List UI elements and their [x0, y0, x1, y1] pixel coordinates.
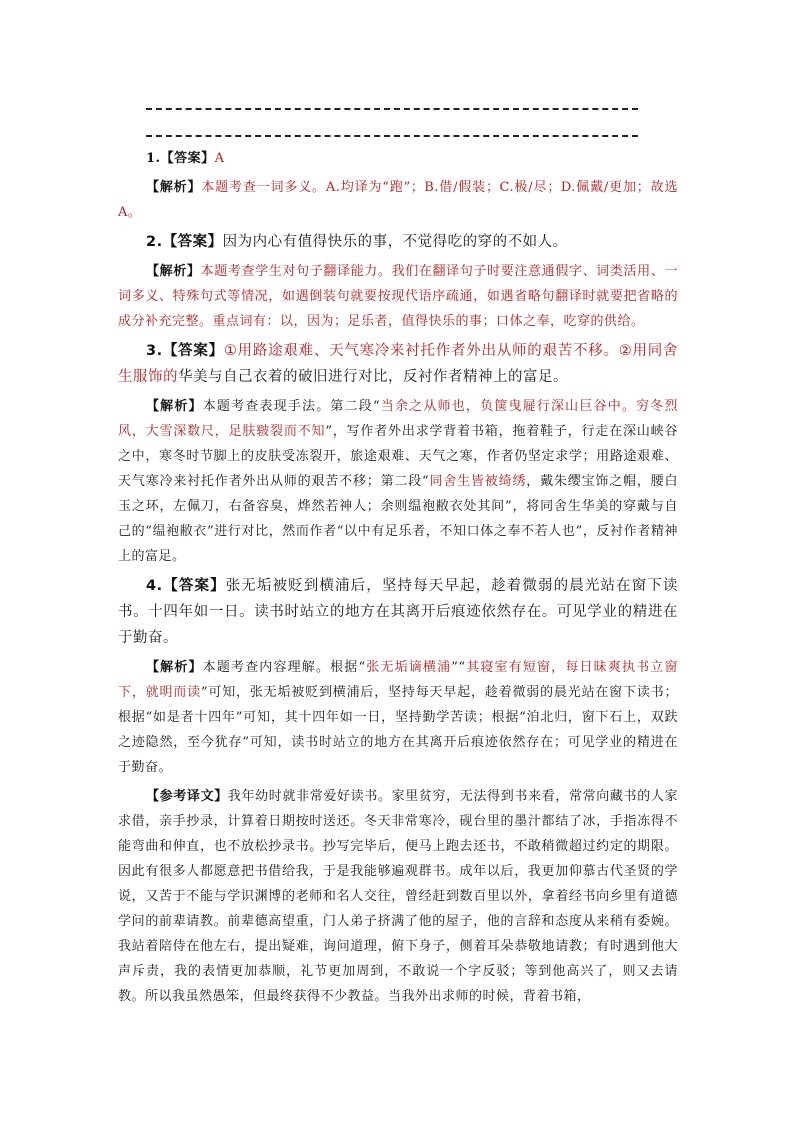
explanation-text: 本题考查表现手法。第二段“: [202, 399, 381, 414]
answer-label: 1.【答案】: [146, 151, 215, 166]
explanation-text: ”“: [451, 660, 466, 675]
dashed-divider-top: [146, 108, 638, 110]
answer-value: A: [214, 151, 225, 166]
answer-value-red: ①用路途艰难、天气寒冷来衬托作者外出从师的艰苦不移。②用同舍生服饰的: [118, 343, 678, 385]
quote-text: 张无垢谪横浦: [365, 660, 452, 675]
answer-value: 因为内心有值得快乐的事，不觉得吃的穿的不如人。: [222, 234, 568, 250]
explanation-text: 本题考查一词多义。A.均译为“跑”；B.借/假装；C.极/尽；D.佩戴/更加；故选A。: [118, 180, 678, 220]
answer-3: [118, 338, 678, 390]
dashed-divider-bottom: [146, 135, 638, 137]
explanation-text: ”可知，张无垢被贬到横浦后，坚持每天早起，趁着微弱的晨光站在窗下读书；根据“如是者十四年”可知，其十四年如一日，坚持勤学苦读；根据“洎北归，窗下石上，双趺之迹隐然，至今犹存”可知，读书时站立的地方在其离开后痕迹依然存在；可见学业的精进在于勤奋。: [118, 685, 678, 775]
explanation-text: ”，写作者外出求学背着书箱，拖着鞋子，行走在深山峡谷之中，寒冬时节脚上的皮肤受冻裂开，旅途艰难、天气之寒，作者仍坚定求学；用路途艰难、天气寒冷来衬托作者外出从师的艰苦不移；第二段“: [118, 424, 678, 489]
answer-4: [118, 573, 678, 651]
explanation-label: 【解析】: [146, 180, 202, 195]
explanation-1: [118, 175, 678, 225]
explanation-label: 【解析】: [146, 399, 203, 414]
explanation-label: 【解析】: [146, 264, 201, 279]
answer-1: [118, 146, 678, 171]
explanation-text: ，戴朱缨宝饰之帽，腰白玉之环，左佩刀，右备容臭，烨然若神人；余则缊袍敝衣处其间”，将同舍生华美的穿戴与自己的“缊袍敝衣”进行对比，然而作者“以中有足乐者，不知口体之奉不若人也”，反衬作者精神上的富足。: [118, 474, 678, 564]
explanation-4: [118, 655, 678, 780]
quote-text: 同舍生皆被绮绣: [429, 474, 527, 489]
answer-label: 3.【答案】: [146, 343, 224, 359]
answer-value: 张无垢被贬到横浦后，坚持每天早起，趁着微弱的晨光站在窗下读书。十四年如一日。读书时站立的地方在其离开后痕迹依然存在。可见学业的精进在于勤奋。: [118, 578, 678, 646]
explanation-3: [118, 394, 678, 569]
translation-text: 我年幼时就非常爱好读书。家里贫穷，无法得到书来看，常常向藏书的人家求借，亲手抄录，计算着日期按时送还。冬天非常寒冷，砚台里的墨汁都结了冰，手指冻得不能弯曲和伸直，也不放松抄录书。抄写完毕后，便马上跑去还书，不敢稍微超过约定的期限。因此有很多人都愿意把书借给我，于是我能够遍观群书。成年以后，我更加仰慕古代圣贤的学说，又苦于不能与学识渊博的老师和名人交往，曾经赶到数百里以外，拿着经书向乡里有道德学问的前辈请教。前辈德高望重，门人弟子挤满了他的屋子，他的言辞和态度从来稍有委婉。我站着陪侍在他左右，提出疑难，询问道理，俯下身子，侧着耳朵恭敬地请教；有时遇到他大声斥责，我的表情更加恭顺，礼节更加周到，不敢说一个字反驳；等到他高兴了，则又去请教。所以我虽然愚笨，但最终获得不少教益。当我外出求师的时候，背着书箱，: [118, 789, 678, 1004]
reference-translation: [118, 784, 678, 1009]
explanation-label: 【解析】: [146, 660, 203, 675]
answer-label: 4.【答案】: [146, 578, 226, 594]
explanation-text: 本题考查学生对句子翻译能力。我们在翻译句子时要注意通假字、词类活用、一词多义、特殊句式等情况，如遇倒装句就要按现代语序疏通，如遇省略句翻译时就要把省略的成分补充完整。重点词有：以，因为；足乐者，值得快乐的事；口体之奉，吃穿的供给。: [118, 264, 678, 329]
answer-value-black: 华美与自己衣着的破旧进行对比，反衬作者精神上的富足。: [178, 369, 568, 385]
quote-text: 当余之从师也，负箧曳屣行深山巨谷中。穷冬烈风，大雪深数尺，足肤皲裂而不知: [118, 399, 678, 439]
answer-section: [118, 146, 678, 1009]
answer-label: 2.【答案】: [146, 234, 223, 250]
translation-label: 【参考译文】: [146, 789, 228, 804]
explanation-text: 本题考查内容理解。根据“: [202, 660, 366, 675]
quote-text: 其寝室有短窗，每日昧爽执书立窗下，就明而读: [118, 660, 678, 700]
answer-2: [118, 229, 678, 255]
explanation-2: [118, 259, 678, 334]
